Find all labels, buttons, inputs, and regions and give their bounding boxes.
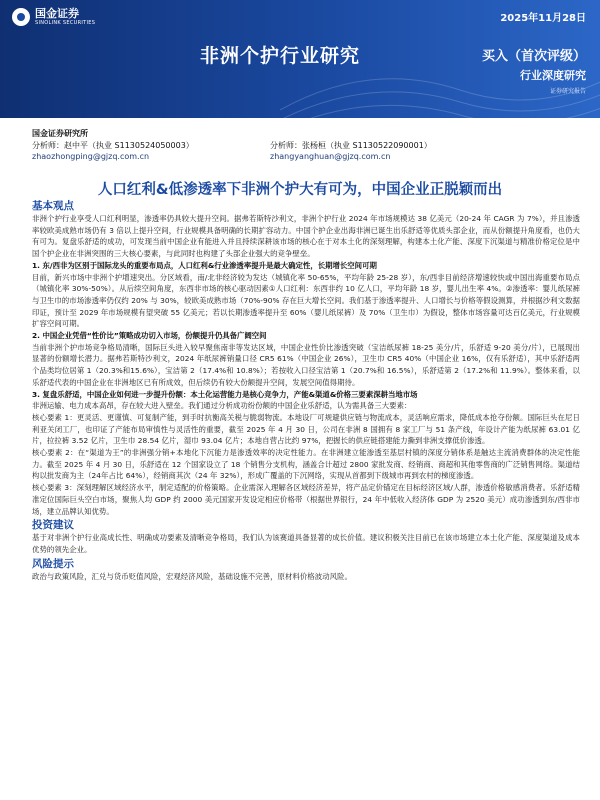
paragraph-point-1: 目前，新兴市场中非洲个护增速突出。分区域看，南/北非经济较为发达（城镇化率 50-65%，平均年龄 25-28 岁），东/西非目前经济增速较快或中国出海重要布局点（城镇化率 30%-50%）。从后续空间角度，东西非市场的核心驱动因素①人口红利：东西非约 10 亿人口，平均年龄 18 岁，婴儿出生率 4%。②渗透率：婴儿纸尿裤与卫生巾的市场渗透率仍仅约 20% 与 30%，较欧美成熟市场（70%-90% 存在巨大增长空间。我们基于渗透率提升、人口增长与价格等假设测算，并根据沙利文数据印证，预计至 2029 年市场规模有望突破 55 亿美元；若以长期渗透率提升至 60%（婴儿纸尿裤）及 70%（卫生巾）为假设，整体市场容量可达百亿美元，行业规模扩容空间可期。	[32, 272, 580, 329]
report-type: 行业深度研究	[520, 69, 586, 82]
institute-name: 国金证券研究所	[32, 129, 88, 138]
paragraph-risk: 政治与政策风险，汇兑与货币贬值风险，宏观经济风险，基础设施不完善，原材料价格波动风险。	[32, 571, 352, 581]
section-heading-investment: 投资建议	[32, 519, 74, 532]
report-header-banner	[0, 0, 600, 118]
report-title: 非洲个护行业研究	[200, 45, 361, 67]
point-heading-1: 1. 东/西非为区别于国际龙头的重要布局点，人口红利&行业渗透率提升是最大确定性，长期增长空间可期	[32, 260, 377, 270]
analyst-info	[32, 128, 572, 163]
company-logo	[12, 8, 95, 26]
paragraph-investment: 基于对非洲个护行业高成长性、明确成功要素及清晰竞争格局，我们认为该赛道具备显著的成长价值。建议积极关注目前已在该市场建立本土化产能、深度渠道及成本优势的领先企业。	[32, 533, 580, 554]
paragraph-summary: 非洲个护行业享受人口红利明显，渗透率仍具较大提升空间。据弗若斯特沙利文，非洲个护行业 2024 年市场规模达 38 亿美元（20-24 年 CAGR 为 7%），并且渗透率较欧美成熟市场仍有 3 倍以上提升空间，行业规模具备明确的长期扩容动力。中国个护企业出海非洲已诞生出乐舒适等优质头部企业，而从份额提升角度看，也仍大有可为。复盘乐舒适的成功，可发现当前中国企业有能进入并且持续深耕该市场的核心在于对本土化的深刻理解，构建本土化产能、深度下沉渠道与精准价格定位是中国个护企业在非洲突围的三大核心要素，与此同时也构建了头部企业强大的竞争壁垒。	[32, 214, 580, 259]
point-heading-3: 3. 复盘乐舒适，中国企业如何进一步提升份额：本土化运营能力是核心竞争力，产能&渠道&价格三要素深耕当地市场	[32, 389, 418, 399]
paragraph-point-3-intro: 非洲运输、电力成本高昂，存在较大进入壁垒。我们通过分析成功纷份额的中国企业乐舒适，认为需具备三大要素：	[32, 401, 412, 411]
paragraph-core-factor-3: 核心要素 3：深刻理解区域经济水平，制定适配的价格策略。企业需深入理解各区域经济差异，将产品定价锚定在目标经济区域/人群，渗透价格敏感消费者。乐舒适精准定位国际巨头空白市场，聚焦人均 GDP 约 2000 美元国家开发设定相应价格带（根据世界银行，24 年中低收入经济体 GDP 为 2520 美元）成功渗透到东/西非市场，建立品牌认知优势。	[32, 483, 580, 516]
point-heading-2: 2. 中国企业凭借“性价比”策略成功切入市场，份额提升仍具备广阔空间	[32, 331, 267, 341]
paragraph-core-factor-1: 核心要素 1：更灵活、更谨慎、可复制产能，到手时抗衡高关税与脆弱物流。本地设厂可规避供应链与物流成本，灵活响应需求，降低成本抢夺份额。国际巨头在尼日利亚关闭工厂，也印证了产能布局审慎性与灵活性的重要，截至 2025 年 4 月 30 日，公司在非洲 8 国拥有 8 家工厂与 51 条产线，年设计产能为纸尿裤 63.01 亿片，拉拉裤 3.52 亿片，卫生巾 28.54 亿片，湿巾 93.04 亿片；本地自营占比约 97%，把握长的供应链搭建能力撕到非洲支撑低价渗透。	[32, 412, 580, 446]
report-body	[32, 198, 580, 582]
analyst-1: 分析师：赵中平（执业 S1130524050003）	[32, 140, 194, 150]
report-date: 2025年11月28日	[500, 13, 586, 24]
section-heading-risk: 风险提示	[32, 557, 74, 570]
headline: 人口红利&低渗透率下非洲个护大有可为，中国企业正脱颖而出	[97, 182, 503, 198]
logo-name-cn: 国金证券	[35, 7, 79, 20]
analyst-2: 分析师：张杨桓（执业 S1130522090001）	[270, 140, 432, 150]
analyst-1-email[interactable]: zhaozhongping@gjzq.com.cn	[32, 152, 150, 161]
analyst-2-email[interactable]: zhangyanghuan@gjzq.com.cn	[270, 152, 391, 161]
investment-rating: 买入（首次评级）	[481, 49, 586, 64]
section-heading-core-views: 基本观点	[32, 200, 74, 212]
paragraph-point-2: 当前非洲个护市场竞争格局清晰，国际巨头进入较早聚焦南非等发达区域，中国企业性价比渗透突破（宝洁纸尿裤 18-25 美分/片，乐舒适 9-20 美分/片），已展现出显著的份额增长潜力。据弗若斯特沙利文，2024 年纸尿裤销量口径 CR5 61%（中国企业 26%），卫生巾 CR5 40%（中国企业 16%，仅有乐舒适），其中乐舒适两个品类均位居第 1（20.3%和15.6%），宝洁第 2（17.4%和 10.8%）；若按收入口径宝洁第 1（20.7%和 16.5%），乐舒适第 2（17.2%和 11.9%）。整体来看，以乐舒适代表的中国企业在非洲地区已有所成效，但后续仍有较大份额提升空间，发展空间值得期待。	[32, 342, 580, 387]
report-category: 证券研究报告	[549, 88, 586, 95]
paragraph-core-factor-2: 核心要素 2：在“渠道为王”的非洲强分销+本地化下沉能力是渗透效率的决定性能力。在非洲建立能渗透至基层村镇的深度分销体系是触达主流消费群体的决定性能力。截至 2025 年 4 月 30 日，乐舒适在 12 个国家设立了 18 个销售分支机构，涵盖合计超过 2800 家批发商、经销商、商超和其他零售商的广泛销售网络。渠道结构以批发商为主（24年占比 64%），经销商其次（24 年 32%），形成广覆盖的下沉网络，实现从首都到下级城市再到农村的梯度渗透。	[32, 448, 580, 481]
logo-icon	[12, 8, 30, 26]
logo-name-en: SINOLINK SECURITIES	[35, 20, 96, 26]
